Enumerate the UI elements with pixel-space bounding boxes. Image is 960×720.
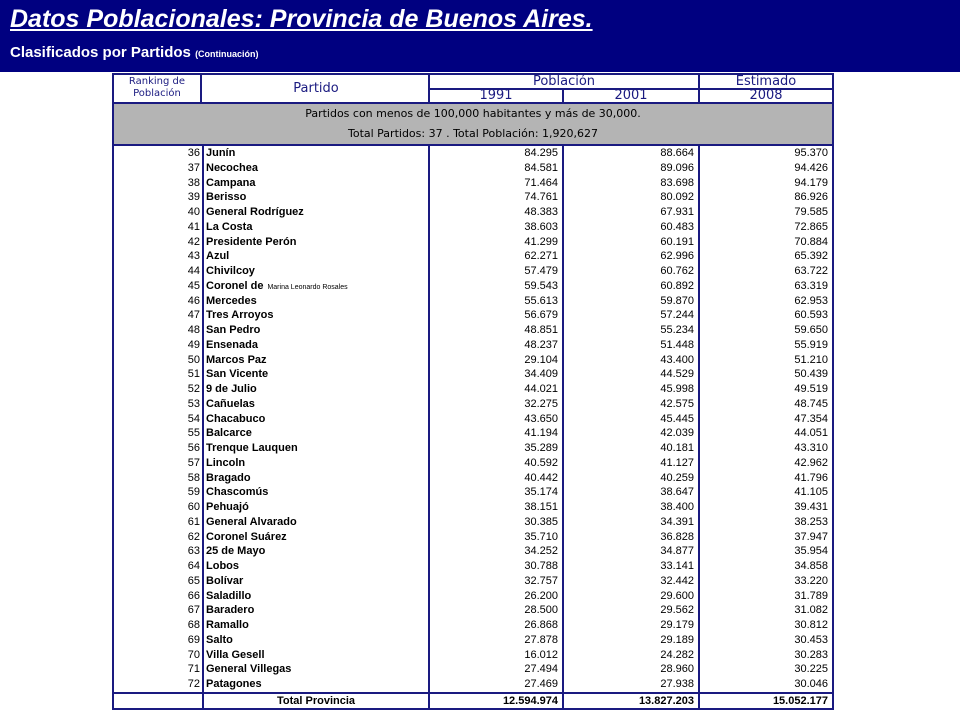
partido-cell	[206, 456, 245, 471]
value-1991-cell: 62.271	[524, 250, 558, 263]
value-2008-cell: 37.947	[794, 530, 828, 543]
total-2001: 13.827.203	[638, 694, 694, 707]
value-2008-cell: 62.953	[794, 294, 828, 307]
value-2008-cell: 30.046	[794, 678, 828, 690]
partido-cell	[206, 485, 268, 500]
partido-name: Marcos Paz	[206, 353, 267, 366]
value-1991-cell: 35.289	[524, 442, 558, 454]
value-2001-cell: 42.575	[660, 397, 694, 410]
value-1991-cell: 34.409	[524, 368, 558, 381]
partido-name: Azul	[206, 250, 230, 263]
rank-cell: 67	[187, 604, 200, 617]
table-row	[114, 308, 832, 323]
value-2001-cell: 60.762	[660, 265, 694, 277]
value-2008-cell: 94.179	[794, 176, 828, 189]
value-2008-cell: 65.392	[794, 250, 828, 263]
value-1991-cell: 35.174	[524, 486, 558, 499]
value-2008-cell: 86.926	[794, 191, 828, 204]
rank-cell: 40	[187, 206, 200, 218]
value-2001-cell: 45.445	[660, 412, 694, 425]
partido-cell	[206, 426, 252, 441]
table-row	[114, 574, 832, 589]
table-row	[114, 441, 832, 456]
value-1991-cell: 48.851	[524, 324, 558, 336]
value-2008-cell: 39.431	[794, 501, 828, 513]
partido-name: Necochea	[206, 161, 258, 174]
partido-name: Baradero	[206, 604, 255, 617]
subtitle-note: (Continuación)	[195, 49, 259, 59]
partido-cell	[206, 633, 233, 648]
partido-cell	[206, 249, 229, 264]
value-1991-cell: 48.237	[524, 338, 558, 351]
value-2001-cell: 29.600	[660, 589, 694, 602]
header-ranking-line2: Población	[133, 88, 181, 99]
header-year-1991: 1991	[430, 90, 564, 102]
partido-name: Patagones	[206, 678, 262, 690]
value-2008-cell: 48.745	[794, 397, 828, 410]
value-1991-cell: 44.021	[524, 383, 558, 395]
value-1991-cell: 30.385	[524, 515, 558, 528]
partido-cell	[206, 471, 251, 486]
rank-cell: 53	[187, 397, 200, 410]
value-2001-cell: 28.960	[660, 663, 694, 676]
partido-name: Mercedes	[206, 294, 257, 307]
partido-cell	[206, 176, 256, 191]
value-1991-cell: 27.878	[524, 633, 558, 646]
partido-name: General Villegas	[206, 663, 292, 676]
value-2008-cell: 31.789	[794, 589, 828, 602]
value-1991-cell: 57.479	[524, 265, 558, 277]
partido-name: Junín	[206, 147, 236, 159]
value-2008-cell: 35.954	[794, 545, 828, 558]
table-row	[114, 264, 832, 279]
table-row	[114, 294, 832, 309]
total-row	[114, 692, 832, 710]
rank-cell: 37	[187, 161, 200, 174]
value-2001-cell: 60.892	[660, 279, 694, 292]
table-row	[114, 603, 832, 618]
header-poblacion: Población	[430, 75, 700, 90]
partido-name: Balcarce	[206, 427, 252, 440]
rank-cell: 49	[187, 338, 200, 351]
table-row	[114, 367, 832, 382]
value-2001-cell: 41.127	[660, 456, 694, 469]
total-1991: 12.594.974	[502, 694, 558, 707]
partido-name: General Alvarado	[206, 515, 297, 528]
partido-cell	[206, 146, 235, 161]
value-2008-cell: 47.354	[794, 412, 828, 425]
value-2008-cell: 70.884	[794, 235, 828, 248]
value-2001-cell: 80.092	[660, 191, 694, 204]
partido-cell	[206, 338, 258, 353]
partido-name: General Rodríguez	[206, 206, 304, 218]
value-2001-cell: 29.562	[660, 604, 694, 617]
partido-name: Bragado	[206, 471, 251, 484]
partido-cell	[206, 515, 297, 530]
value-2001-cell: 40.259	[660, 471, 694, 484]
value-1991-cell: 26.868	[524, 619, 558, 631]
rank-cell: 65	[187, 574, 200, 587]
table-row	[114, 648, 832, 663]
value-2008-cell: 55.919	[794, 338, 828, 351]
partido-note: Marina Leonardo Rosales	[267, 283, 348, 291]
table-row	[114, 618, 832, 633]
rank-cell: 51	[187, 368, 200, 381]
table-row	[114, 220, 832, 235]
table-row	[114, 662, 832, 677]
partido-cell	[206, 530, 287, 545]
value-2001-cell: 24.282	[660, 648, 694, 661]
partido-cell	[206, 190, 246, 205]
value-1991-cell: 30.788	[524, 560, 558, 572]
table-header	[114, 75, 832, 104]
title-banner	[0, 0, 960, 72]
value-2001-cell: 60.483	[660, 220, 694, 233]
value-2001-cell: 36.828	[660, 530, 694, 543]
table-row	[114, 353, 832, 368]
table-row	[114, 249, 832, 264]
population-table	[112, 73, 834, 710]
partido-cell	[206, 441, 298, 456]
value-1991-cell: 34.252	[524, 545, 558, 558]
rank-cell: 42	[187, 235, 200, 248]
partido-cell	[206, 559, 239, 574]
table-row	[114, 338, 832, 353]
value-1991-cell: 38.603	[524, 220, 558, 233]
partido-cell	[206, 574, 243, 589]
header-ranking	[114, 75, 202, 102]
partido-cell	[206, 161, 258, 176]
table-row	[114, 190, 832, 205]
value-2001-cell: 38.400	[660, 501, 694, 513]
partido-name: Salto	[206, 633, 233, 646]
table-row	[114, 176, 832, 191]
value-1991-cell: 59.543	[524, 279, 558, 292]
rank-cell: 69	[187, 633, 200, 646]
rank-cell: 38	[187, 176, 200, 189]
header-ranking-line1: Ranking de	[128, 76, 186, 87]
table-row	[114, 412, 832, 427]
partido-cell	[206, 353, 267, 368]
total-label: Total Provincia	[276, 694, 356, 707]
rank-cell: 66	[187, 589, 200, 602]
value-1991-cell: 40.442	[524, 471, 558, 484]
rank-cell: 46	[187, 294, 200, 307]
value-2001-cell: 27.938	[660, 678, 694, 690]
value-2008-cell: 95.370	[794, 147, 828, 159]
value-2001-cell: 34.391	[660, 515, 694, 528]
rank-cell: 56	[187, 442, 200, 454]
value-2008-cell: 63.319	[794, 279, 828, 292]
value-2008-cell: 41.796	[794, 471, 828, 484]
partido-name: 25 de Mayo	[206, 545, 266, 558]
table-row	[114, 589, 832, 604]
subtitle-text: Clasificados por Partidos	[10, 44, 191, 61]
partido-name: La Costa	[206, 220, 253, 233]
table-row	[114, 471, 832, 486]
partido-cell	[206, 500, 249, 515]
value-1991-cell: 41.194	[524, 427, 558, 440]
value-2008-cell: 30.453	[794, 633, 828, 646]
table-row	[114, 633, 832, 648]
partido-name: Tres Arroyos	[206, 309, 274, 322]
rank-cell: 47	[187, 309, 200, 322]
table-row	[114, 456, 832, 471]
table-row	[114, 500, 832, 515]
rank-cell: 57	[187, 456, 200, 469]
partido-cell	[206, 264, 255, 279]
partido-name: Villa Gesell	[206, 648, 265, 661]
value-2001-cell: 57.244	[660, 309, 694, 322]
value-2001-cell: 88.664	[660, 147, 694, 159]
rank-cell: 72	[187, 678, 200, 690]
value-2008-cell: 38.253	[794, 515, 828, 528]
value-2008-cell: 72.865	[794, 220, 828, 233]
partido-cell	[206, 323, 260, 338]
value-1991-cell: 27.494	[524, 663, 558, 676]
value-2001-cell: 51.448	[660, 338, 694, 351]
value-2001-cell: 29.179	[660, 619, 694, 631]
table-row	[114, 397, 832, 412]
partido-cell	[206, 618, 249, 633]
value-2008-cell: 51.210	[794, 353, 828, 366]
partido-name: 9 de Julio	[206, 383, 257, 395]
value-1991-cell: 56.679	[524, 309, 558, 322]
value-2001-cell: 83.698	[660, 176, 694, 189]
value-2008-cell: 60.593	[794, 309, 828, 322]
value-2008-cell: 33.220	[794, 574, 828, 587]
partido-cell	[206, 397, 255, 412]
page-title: Datos Poblacionales: Provincia de Buenos Aires.	[10, 5, 593, 33]
value-2008-cell: 79.585	[794, 206, 828, 218]
rank-cell: 70	[187, 648, 200, 661]
rank-cell: 61	[187, 515, 200, 528]
partido-cell	[206, 367, 268, 382]
value-2001-cell: 62.996	[660, 250, 694, 263]
table-row	[114, 559, 832, 574]
value-2008-cell: 31.082	[794, 604, 828, 617]
value-1991-cell: 38.151	[524, 501, 558, 513]
value-2001-cell: 34.877	[660, 545, 694, 558]
value-1991-cell: 41.299	[524, 235, 558, 248]
rank-cell: 68	[187, 619, 200, 631]
rank-cell: 60	[187, 501, 200, 513]
table-body	[114, 146, 832, 692]
rank-cell: 52	[187, 383, 200, 395]
table-row	[114, 544, 832, 559]
partido-name: Trenque Lauquen	[206, 442, 298, 454]
partido-name: Chivilcoy	[206, 265, 255, 277]
partido-cell	[206, 412, 265, 427]
partido-name: Coronel de	[206, 279, 264, 292]
rank-cell: 44	[187, 265, 200, 277]
value-1991-cell: 35.710	[524, 530, 558, 543]
rank-cell: 71	[187, 663, 200, 676]
rank-cell: 55	[187, 427, 200, 440]
partido-cell	[206, 235, 296, 250]
value-2001-cell: 42.039	[660, 427, 694, 440]
partido-name: Pehuajó	[206, 501, 249, 513]
value-1991-cell: 16.012	[524, 648, 558, 661]
rank-cell: 45	[187, 279, 200, 292]
header-estimado: Estimado	[700, 75, 832, 90]
value-2001-cell: 33.141	[660, 560, 694, 572]
header-year-2008: 2008	[749, 88, 783, 103]
partido-name: Coronel Suárez	[206, 530, 287, 543]
value-2001-cell: 89.096	[660, 161, 694, 174]
partido-name: Lincoln	[206, 456, 246, 469]
partido-name: Presidente Perón	[206, 235, 297, 248]
table-row	[114, 161, 832, 176]
value-1991-cell: 32.275	[524, 397, 558, 410]
value-1991-cell: 40.592	[524, 456, 558, 469]
value-2008-cell: 50.439	[794, 368, 828, 381]
table-row	[114, 485, 832, 500]
rank-cell: 63	[187, 545, 200, 558]
value-2008-cell: 44.051	[794, 427, 828, 440]
partido-cell	[206, 648, 265, 663]
partido-cell	[206, 308, 273, 323]
table-row	[114, 382, 832, 397]
partido-name: Chacabuco	[206, 412, 266, 425]
value-1991-cell: 48.383	[524, 206, 558, 218]
partido-name: Cañuelas	[206, 397, 255, 410]
value-1991-cell: 29.104	[524, 353, 558, 366]
header-year-2001: 2001	[564, 90, 700, 102]
partido-cell	[206, 220, 252, 235]
rank-cell: 43	[187, 250, 200, 263]
rank-cell: 41	[187, 220, 200, 233]
value-2008-cell: 43.310	[794, 442, 828, 454]
value-2001-cell: 59.870	[660, 294, 694, 307]
value-1991-cell: 71.464	[524, 176, 558, 189]
table-row	[114, 279, 832, 294]
value-2001-cell: 29.189	[660, 633, 694, 646]
partido-cell	[206, 382, 257, 397]
partido-name: Bolívar	[206, 574, 244, 587]
value-2001-cell: 67.931	[660, 206, 694, 218]
value-1991-cell: 28.500	[524, 604, 558, 617]
partido-name: Campana	[206, 176, 256, 189]
rank-cell: 59	[187, 486, 200, 499]
rank-cell: 39	[187, 191, 200, 204]
total-2008: 15.052.177	[772, 694, 828, 707]
value-2001-cell: 45.998	[660, 383, 694, 395]
partido-cell	[206, 544, 265, 559]
partido-cell	[206, 589, 251, 604]
value-1991-cell: 32.757	[524, 574, 558, 587]
partido-name: Ramallo	[206, 619, 249, 631]
rank-cell: 36	[187, 147, 200, 159]
partido-cell	[206, 294, 257, 309]
group-band	[114, 104, 832, 146]
partido-name: Berisso	[206, 191, 247, 204]
value-2008-cell: 59.650	[794, 324, 828, 336]
page-subtitle	[10, 44, 259, 61]
value-2001-cell: 44.529	[660, 368, 694, 381]
table-row	[114, 323, 832, 338]
value-2001-cell: 40.181	[660, 442, 694, 454]
value-2001-cell: 32.442	[660, 574, 694, 587]
value-2001-cell: 43.400	[660, 353, 694, 366]
value-2001-cell: 38.647	[660, 486, 694, 499]
value-1991-cell: 84.581	[524, 161, 558, 174]
table-row	[114, 146, 832, 161]
partido-cell	[206, 603, 254, 618]
group-description: Partidos con menos de 100,000 habitantes y más de 30,000.	[305, 107, 641, 120]
partido-name: San Pedro	[206, 324, 261, 336]
value-2008-cell: 34.858	[794, 560, 828, 572]
value-2008-cell: 30.283	[794, 648, 828, 661]
partido-name: Chascomús	[206, 486, 269, 499]
value-2008-cell: 30.812	[794, 619, 828, 631]
table-row	[114, 677, 832, 692]
value-1991-cell: 55.613	[524, 294, 558, 307]
value-2001-cell: 55.234	[660, 324, 694, 336]
table-row	[114, 426, 832, 441]
value-1991-cell: 74.761	[524, 191, 558, 204]
table-row	[114, 515, 832, 530]
value-2008-cell: 41.105	[794, 486, 828, 499]
value-1991-cell: 84.295	[524, 147, 558, 159]
partido-cell	[206, 205, 304, 220]
rank-cell: 58	[187, 471, 200, 484]
partido-name: Lobos	[206, 560, 239, 572]
value-2008-cell: 49.519	[794, 383, 828, 395]
table-row	[114, 235, 832, 250]
table-row	[114, 205, 832, 220]
rank-cell: 54	[187, 412, 200, 425]
rank-cell: 48	[187, 324, 200, 336]
rank-cell: 62	[187, 530, 200, 543]
partido-name: Ensenada	[206, 338, 258, 351]
header-partido: Partido	[204, 75, 430, 102]
group-totals: Total Partidos: 37 . Total Población: 1,920,627	[347, 127, 599, 140]
partido-cell	[206, 662, 291, 677]
rank-cell: 50	[187, 353, 200, 366]
value-1991-cell: 27.469	[524, 678, 558, 690]
partido-name: Saladillo	[206, 589, 252, 602]
partido-cell	[206, 677, 262, 692]
value-1991-cell: 26.200	[524, 589, 558, 602]
rank-cell: 64	[187, 560, 200, 572]
value-2001-cell: 60.191	[660, 235, 694, 248]
value-2008-cell: 42.962	[794, 456, 828, 469]
value-1991-cell: 43.650	[524, 412, 558, 425]
partido-name: San Vicente	[206, 368, 269, 381]
value-2008-cell: 30.225	[794, 663, 828, 676]
value-2008-cell: 63.722	[794, 265, 828, 277]
table-row	[114, 530, 832, 545]
value-2008-cell: 94.426	[794, 161, 828, 174]
